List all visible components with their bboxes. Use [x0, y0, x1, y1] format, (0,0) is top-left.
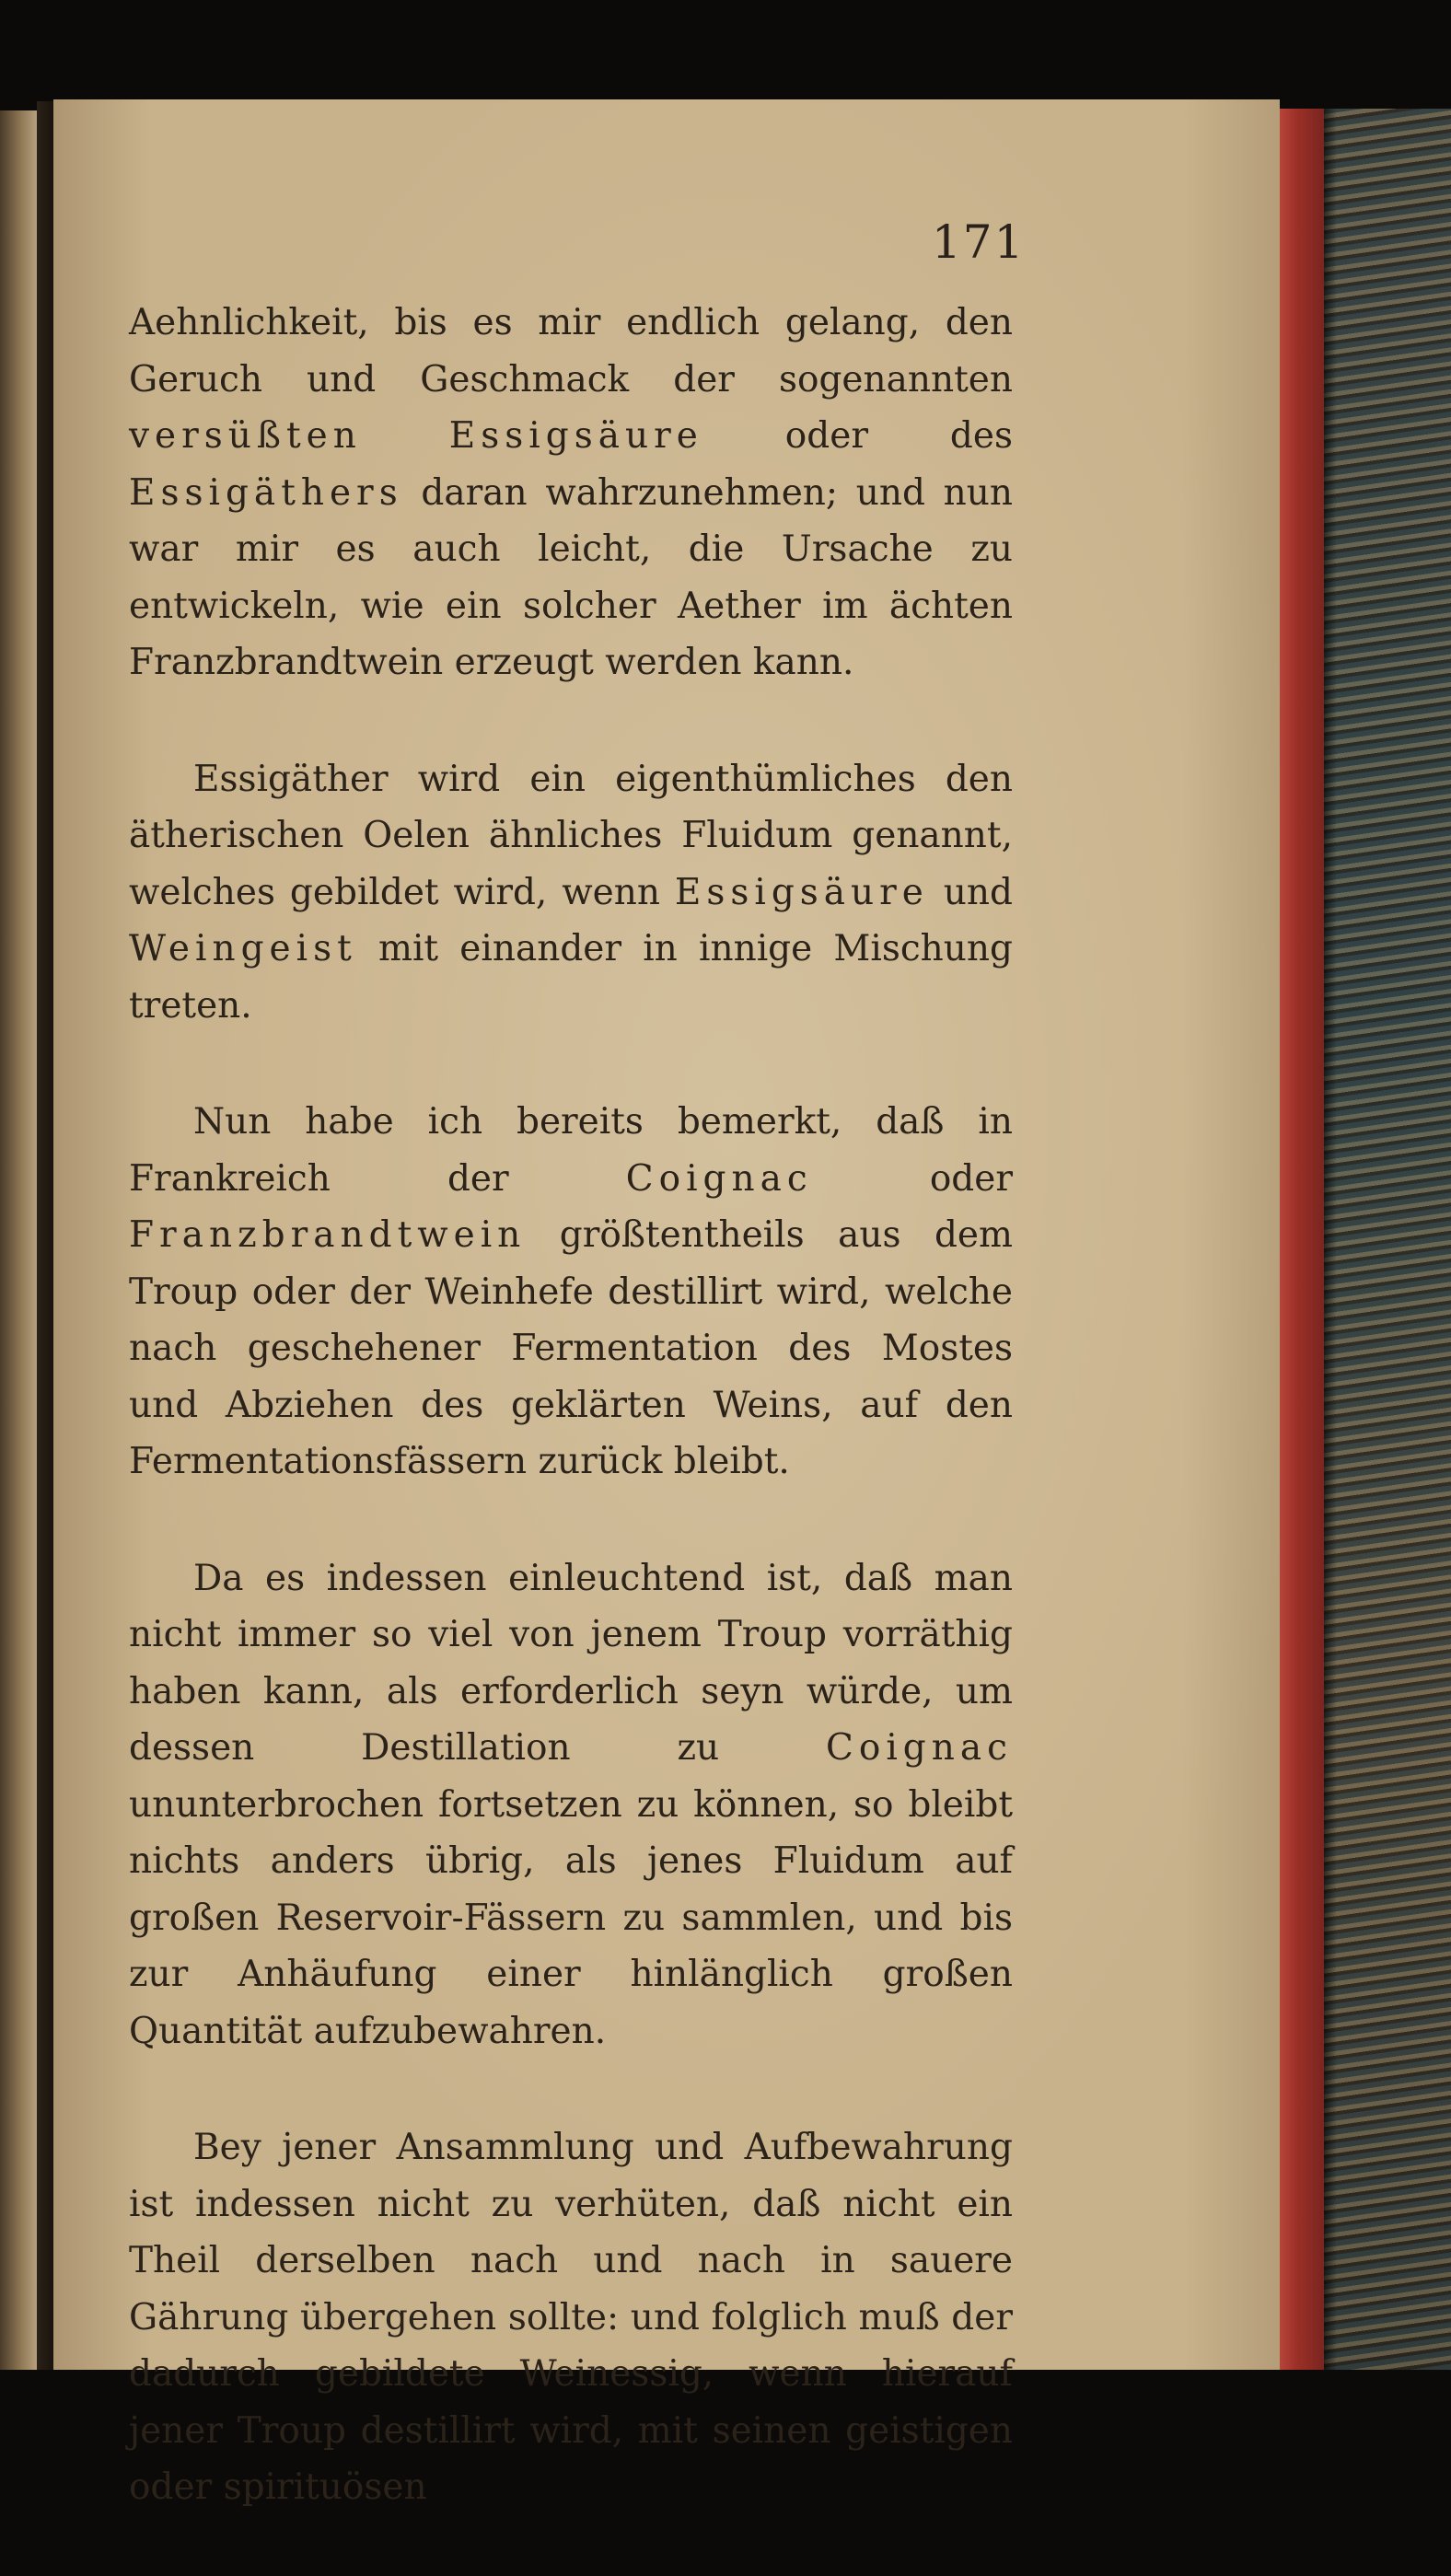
paragraph-1 [129, 295, 1013, 691]
red-page-edges [1280, 109, 1324, 2370]
text-segment: oder [812, 1157, 1013, 1200]
text-segment: Essigäther wird ein eigenthümliches den ätherischen Oelen ähnliches Fluidum genannt, welches gebildet wird, wenn [129, 758, 1013, 913]
spaced-emphasis-text: Franzbrandtwein [129, 1214, 527, 1256]
text-segment: mit einander in innige Mischung treten. [129, 928, 1013, 1027]
text-segment: Aehnlichkeit, bis es mir endlich gelang, den Geruch und Geschmack der sogenannten [129, 302, 1013, 400]
spaced-emphasis-text: Coignac [826, 1727, 1013, 1769]
spaced-emphasis-text: Essigäthers [129, 471, 403, 514]
text-segment: Bey jener Ansammlung und Aufbewahrung ist indessen nicht zu verhüten, daß nicht ein Theil derselben nach und nach in sauere Gährung übergehen sollte: und folglich muß der dadurch gebildete Weinessig, wenn hierauf jener Troup destillirt wird, mit seinen geistigen oder spirituösen [129, 2127, 1013, 2508]
text-segment: Da es indessen einleuchtend ist, daß man nicht immer so viel von jenem Troup vorräthig haben kann, als erforderlich seyn würde, um dessen Destillation zu [129, 1557, 1013, 1769]
paragraph-3 [129, 1094, 1013, 1491]
spaced-emphasis-text: Essigsäure [674, 871, 929, 913]
paragraph-4 [129, 1550, 1013, 2060]
spaced-emphasis-text: versüßten Essigsäure [129, 415, 703, 457]
body-text [129, 295, 1013, 2576]
paragraph-5 [129, 2119, 1013, 2516]
paragraph-2 [129, 751, 1013, 1035]
cover-shadow [1324, 109, 1337, 2370]
text-segment: und [928, 871, 1013, 913]
text-segment: daran wahrzunehmen; und nun war mir es auch leicht, die Ursache zu entwickeln, wie ein solcher Aether im ächten Franzbrandtwein erzeugt werden kann. [129, 471, 1013, 683]
spaced-emphasis-text: Weingeist [129, 928, 357, 969]
marbled-book-cover [1324, 109, 1451, 2370]
page-number: 171 [932, 215, 1026, 269]
previous-page-edge [0, 110, 37, 2370]
text-segment: ununterbrochen fortsetzen zu können, so bleibt nichts anders übrig, als jenes Fluidum auf großen Reservoir-Fässern zu sammlen, und bis zur Anhäufung einer hinlänglich großen Quantität aufzubewahren. [129, 1783, 1013, 2052]
book-gutter [37, 101, 53, 2370]
text-segment: größtentheils aus dem Troup oder der Weinhefe destillirt wird, welche nach geschehener Fermentation des Mostes und Abziehen des geklärten Weins, auf den Fermentationsfässern zurück bleibt. [129, 1214, 1013, 1482]
text-segment: oder des [702, 415, 1013, 457]
spaced-emphasis-text: Coignac [625, 1157, 813, 1200]
text-segment: Nun habe ich bereits bemerkt, daß in Frankreich der [129, 1101, 1013, 1200]
